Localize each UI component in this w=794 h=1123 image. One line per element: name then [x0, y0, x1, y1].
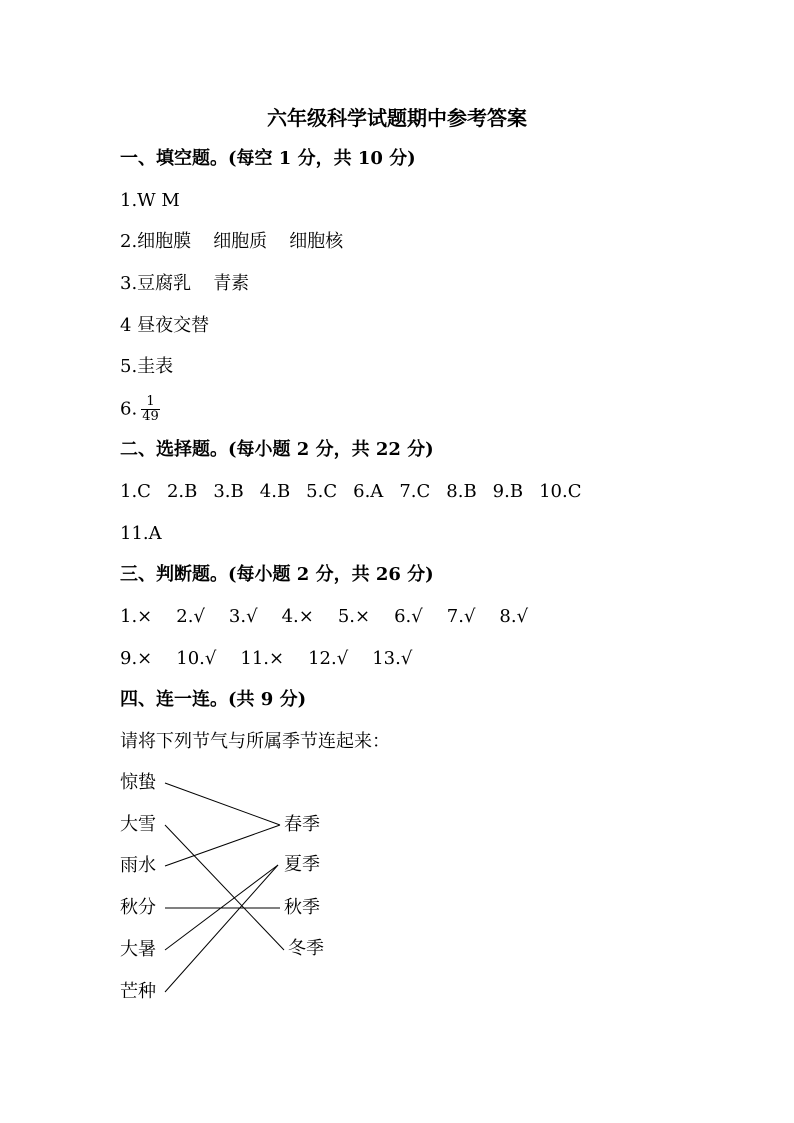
answer-q3-part2: 青素: [213, 273, 250, 294]
judge-answer: 12.√: [308, 648, 349, 669]
solar-term-2: 雨水: [120, 855, 156, 876]
section2-heading: 二、选择题。(每小题 2 分，共 22 分): [120, 439, 434, 460]
section3-heading: 三、判断题。(每小题 2 分，共 26 分): [120, 564, 434, 585]
fraction-denominator: 49: [142, 409, 159, 424]
connector-line: [165, 783, 280, 825]
judge-answer: 3.√: [228, 606, 258, 627]
solar-term-4: 大暑: [120, 939, 156, 960]
solar-term-1: 大雪: [120, 814, 156, 835]
solar-term-3: 秋分: [120, 897, 156, 918]
judge-answer: 2.√: [176, 606, 205, 627]
answer-q4: 4 昼夜交替: [120, 315, 210, 336]
choice-answer: 8.B: [446, 481, 477, 502]
matching-instruction: 请将下列节气与所属季节连起来：: [120, 731, 390, 752]
connector-line: [165, 825, 280, 866]
choice-answer: 11.A: [120, 523, 162, 544]
judge-answer: 9.×: [120, 648, 153, 669]
answer-q2-part2: 细胞质: [213, 231, 268, 252]
answer-q5: 5.圭表: [120, 356, 174, 377]
answer-q3-part1: 3.豆腐乳: [120, 273, 192, 294]
choice-answer: 6.A: [353, 481, 384, 502]
judge-answer: 4.×: [281, 606, 314, 627]
season-1: 夏季: [284, 854, 320, 875]
season-3: 冬季: [288, 938, 324, 959]
connector-line: [165, 825, 284, 950]
section4-heading: 四、连一连。(共 9 分): [120, 689, 307, 710]
choice-answer: 2.B: [166, 481, 198, 502]
section1-heading: 一、填空题。(每空 1 分，共 10 分): [120, 148, 416, 169]
choice-answer: 3.B: [213, 481, 244, 502]
fraction-numerator: 1: [141, 395, 160, 410]
choice-answer: 5.C: [306, 481, 338, 502]
solar-term-5: 芒种: [120, 981, 156, 1002]
judge-answer: 10.√: [176, 648, 217, 669]
season-2: 秋季: [284, 897, 320, 918]
season-0: 春季: [284, 814, 320, 835]
answer-q2-part1: 2.细胞膜: [120, 231, 192, 252]
judge-answer: 5.×: [337, 606, 371, 627]
answer-q1: 1.W M: [120, 190, 180, 211]
answer-q2-part3: 细胞核: [289, 231, 344, 252]
choice-answer: 9.B: [492, 481, 524, 502]
judge-answer: 6.√: [394, 606, 423, 627]
judge-answer: 11.×: [240, 648, 285, 669]
choice-answer: 4.B: [259, 481, 291, 502]
judge-answer: 1.×: [120, 606, 153, 627]
choice-answer: 7.C: [399, 481, 431, 502]
answer-q6-prefix: 6.: [120, 398, 138, 420]
judge-answer: 13.√: [372, 648, 413, 669]
judge-answer: 8.√: [499, 606, 529, 627]
choice-answer: 10.C: [539, 481, 582, 502]
choice-answer: 1.C: [120, 481, 151, 502]
page-title: 六年级科学试题期中参考答案: [267, 106, 527, 130]
solar-term-0: 惊蛰: [120, 772, 156, 793]
judge-answer: 7.√: [446, 606, 476, 627]
